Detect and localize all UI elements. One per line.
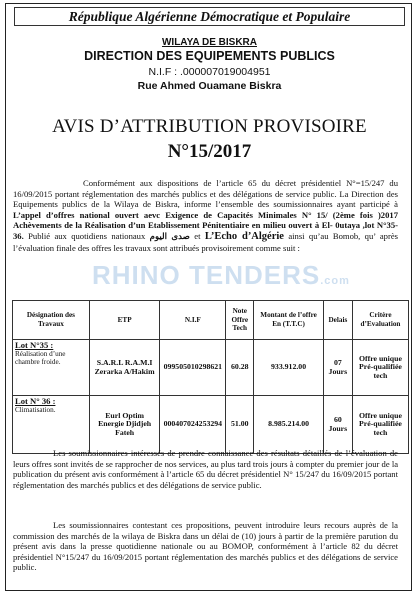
amount-cell: 933.912.00	[254, 340, 324, 396]
intro-paragraph	[13, 178, 398, 253]
header-delay: Delais	[323, 301, 352, 340]
lot-description: Climatisation.	[15, 405, 56, 414]
notice-title: AVIS D’ATTRIBUTION PROVISOIRE	[52, 116, 367, 137]
lot-label: Lot N°35 :	[15, 340, 54, 350]
header-etp: ETP	[89, 301, 160, 340]
delay-cell: 07 Jours	[323, 340, 352, 396]
consultation-paragraph	[13, 448, 398, 490]
nif-cell: 000407024253294	[160, 396, 226, 454]
header-criteria: Critère d’Evaluation	[352, 301, 408, 340]
watermark-suffix: .com	[320, 275, 350, 287]
nif-cell: 099505010298621	[160, 340, 226, 396]
address-line: Rue Ahmed Ouamane Biskra	[137, 80, 282, 92]
intro-text-g: ainsi qu’au Bomob, qu’ après l’évaluation finale des offres les travaux sont attribués provisoirement comme suit :	[13, 230, 398, 253]
delay-cell: 60 Jours	[323, 396, 352, 454]
criteria-cell: Offre unique Pré-qualifiée tech	[352, 340, 408, 396]
notice-number: N°15/2017	[167, 141, 252, 162]
header-note: Note Offre Tech	[226, 301, 254, 340]
note-cell: 60.28	[226, 340, 254, 396]
table-row	[13, 396, 409, 454]
results-table	[12, 300, 409, 454]
header-nif: N.I.F	[160, 301, 226, 340]
note-cell: 51.00	[226, 396, 254, 454]
criteria-cell: Offre unique Pré-qualifiée tech	[352, 396, 408, 454]
echo-newspaper: L’Echo d’Algérie	[204, 230, 284, 242]
amount-cell: 8.985.214.00	[254, 396, 324, 454]
header-designation: Désignation des Travaux	[13, 301, 90, 340]
consultation-text: Les soumissionnaires intéressés de prendre connaissance des résultats détaillés de l’évaluation de leurs offres sont invités de se rapprocher de nos services, au plus tard trois jours à compter du premier jour de la publication du présent avis conformément à l’article 65 du décret présidentiel N° 15/247 du 16/09/2015 portant réglementation des marchés publics et des délégations de service public.	[13, 448, 399, 490]
lot-cell	[13, 396, 90, 454]
intro-text-a: Conformément aux dispositions de l’article 65 du décret présidentiel N°=15/247 du 16/09/2015 portant réglementation des marchés publics et des délégations de service public. La Direction des Equipements publics de la Wilaya de Biskra, informe l’ensemble des soumissionnaires ayant participé à	[13, 178, 398, 210]
intro-text-c: Publié aux quotidiens nationaux	[23, 230, 150, 241]
direction-title: DIRECTION DES EQUIPEMENTS PUBLICS	[84, 49, 335, 63]
lot-label: Lot N° 36 :	[15, 396, 56, 406]
wilaya-text: WILAYA DE BISKRA	[161, 37, 257, 48]
etp-cell: Eurl Optim Energie Djidjeh Fateh	[89, 396, 160, 454]
intro-text-e: et	[189, 230, 205, 241]
tender-reference: L’appel d’offres national ouvert aevc Exigence de Capacités Minimales N° 15/ (2ème fois )2017 Achèvements de la Réalisation d’un Etablissement Pénitentiaire en milieu ouvert à El- 0utaya ,lot N°35-36.	[13, 209, 398, 241]
wilaya-line	[0, 37, 419, 48]
table-row	[13, 340, 409, 396]
lot-cell	[13, 340, 90, 396]
nif-line: N.I.F : .000007019004951	[148, 66, 271, 78]
etp-cell: S.A.R.L R.A.M.I Zerarka A/Hakim	[89, 340, 160, 396]
arabic-newspaper: صدى اليوم	[149, 230, 190, 241]
republic-banner: République Algérienne Démocratique et Populaire	[14, 7, 405, 26]
lot-description: Réalisation d’une chambre froide.	[15, 349, 66, 367]
header-amount: Montant de l’offre En (T.T.C)	[254, 301, 324, 340]
watermark-text: RHINO TENDERS	[92, 260, 321, 290]
table-header-row	[13, 301, 409, 340]
appeal-paragraph	[13, 520, 398, 573]
appeal-text: Les soumissionnaires contestant ces propositions, peuvent introduire leurs recours auprès de la commission des marchés de la wilaya de Biskra dans un délai de (10) jours à partir de la première parution du présent avis dans la presse quotidienne nationale ou au BOMOP, conformément à l’article 82 du décret présidentiel N°15/247 du 16/09/2015 portant réglementation des marchés publics et des délégations de service public.	[13, 520, 398, 573]
